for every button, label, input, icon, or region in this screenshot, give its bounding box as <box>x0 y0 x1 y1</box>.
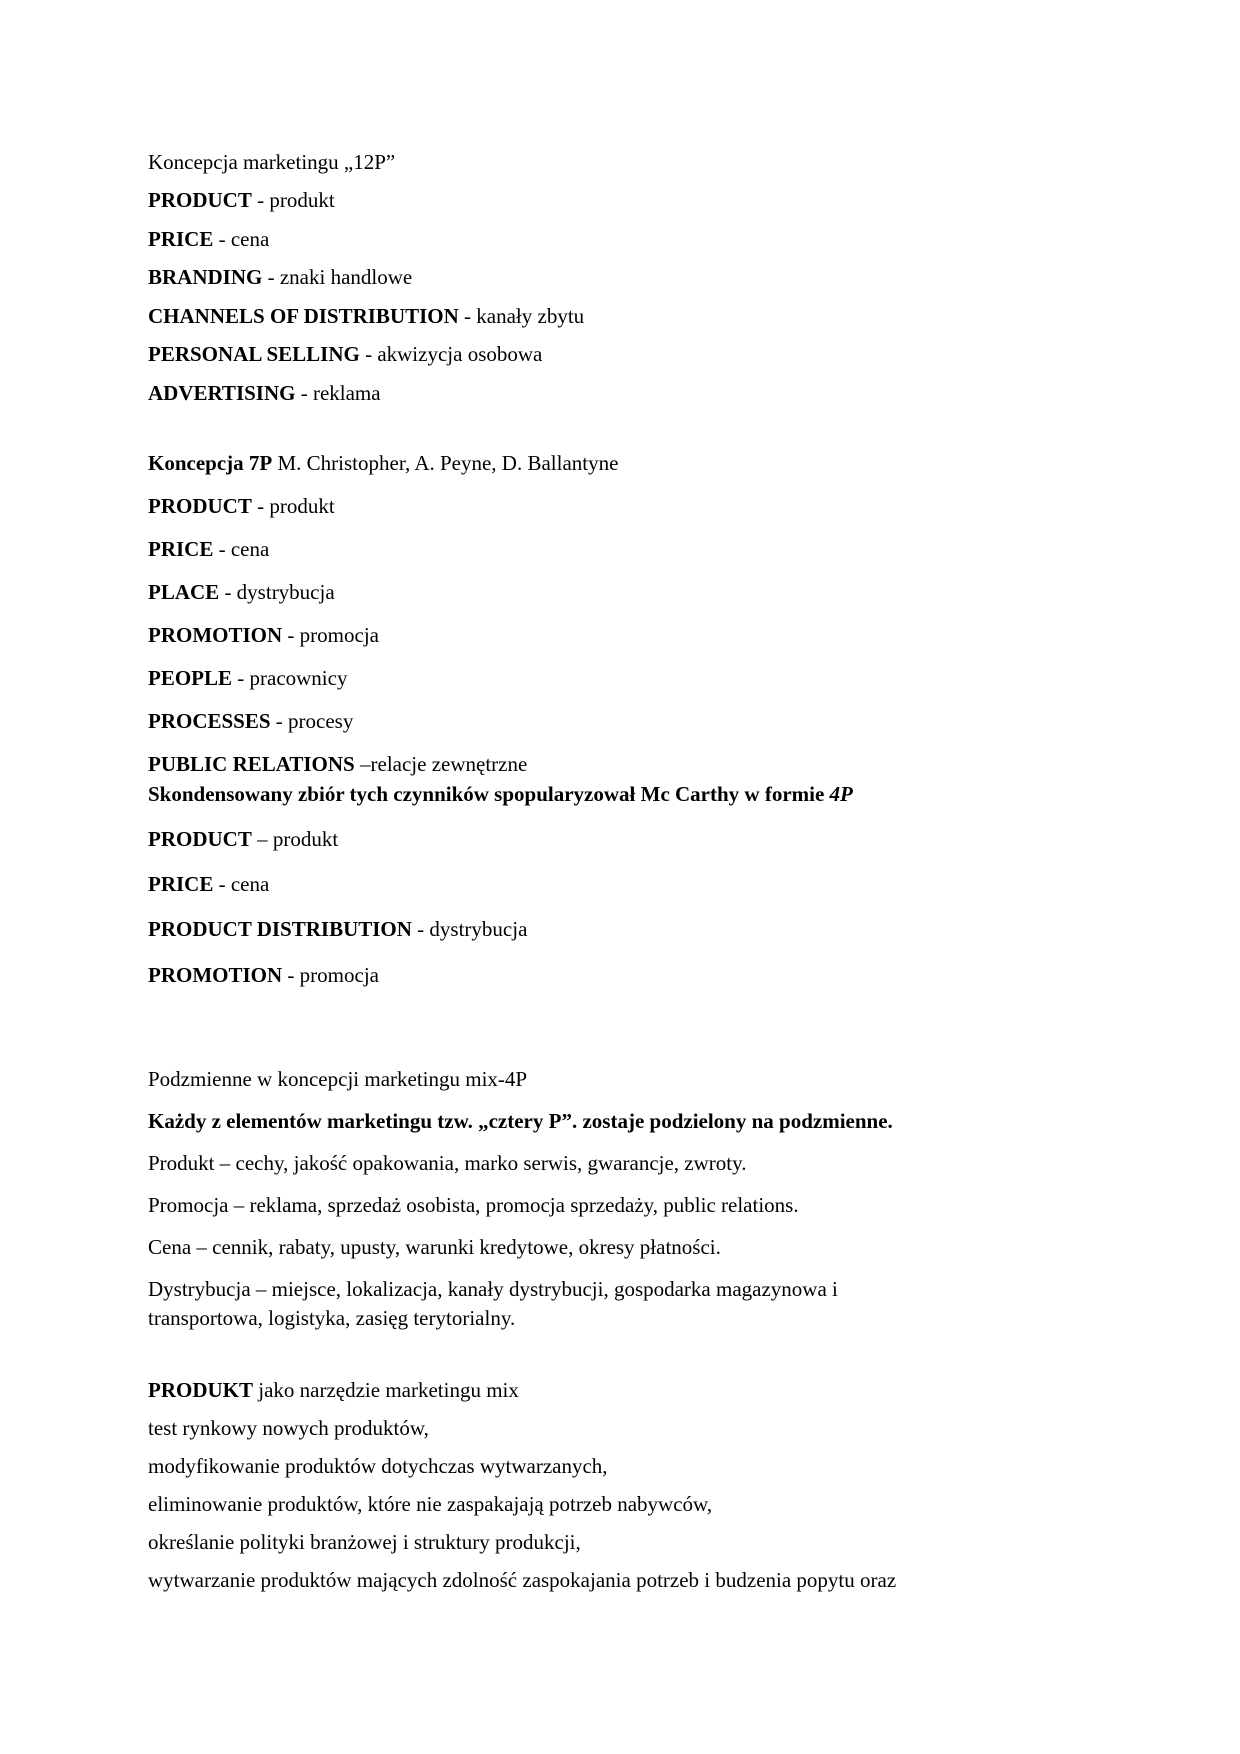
term-description: - produkt <box>251 494 335 518</box>
list-item-text: modyfikowanie produktów dotychczas wytwarzanych, <box>148 1454 608 1478</box>
heading-produkt-bold: PRODUKT <box>148 1378 253 1402</box>
heading-7p-bold: Koncepcja 7P <box>148 451 273 475</box>
list-item <box>148 1490 712 1518</box>
term-description: - cena <box>213 537 270 561</box>
term: PRICE <box>148 227 214 251</box>
list-item <box>148 621 379 649</box>
heading-7p-authors: M. Christopher, A. Peyne, D. Ballantyne <box>272 451 619 475</box>
term-description: –relacje zewnętrzne <box>354 752 528 776</box>
list-item <box>148 186 335 214</box>
term-description: - pracownicy <box>232 666 348 690</box>
list-item <box>148 1528 581 1556</box>
bold-paragraph-text: Każdy z elementów marketingu tzw. „cztery P”. zostaje podzielony na podzmienne. <box>148 1109 893 1133</box>
term: PERSONAL SELLING <box>148 342 360 366</box>
heading-12p <box>148 148 395 176</box>
list-item-text: wytwarzanie produktów mających zdolność zaspokajania potrzeb i budzenia popytu oraz <box>148 1568 897 1592</box>
term: BRANDING <box>148 265 263 289</box>
term-description: - akwizycja osobowa <box>359 342 543 366</box>
bold-paragraph <box>148 1107 893 1135</box>
list-item <box>148 263 412 291</box>
list-item <box>148 578 335 606</box>
term-description: - promocja <box>282 623 379 647</box>
paragraph-text: Promocja – reklama, sprzedaż osobista, promocja sprzedaży, public relations. <box>148 1193 799 1217</box>
heading-7p <box>148 449 618 477</box>
term-description: - reklama <box>295 381 381 405</box>
term: PRICE <box>148 872 214 896</box>
list-item <box>148 825 338 853</box>
list-item <box>148 664 347 692</box>
term-description: - kanały zbytu <box>458 304 585 328</box>
term: PRODUCT <box>148 494 252 518</box>
term: PEOPLE <box>148 666 233 690</box>
term-description: - dystrybucja <box>411 917 528 941</box>
term: PLACE <box>148 580 220 604</box>
heading-4p-bold: Skondensowany zbiór tych czynników spopularyzował Mc Carthy w formie <box>148 782 830 806</box>
heading-podzmienne <box>148 1065 527 1093</box>
paragraph-text: Produkt – cechy, jakość opakowania, marko serwis, gwarancje, zwroty. <box>148 1151 747 1175</box>
term: PROMOTION <box>148 623 283 647</box>
list-item <box>148 707 353 735</box>
term-description: – produkt <box>251 827 339 851</box>
term-description: - produkt <box>251 188 335 212</box>
list-item <box>148 225 269 253</box>
list-item <box>148 302 584 330</box>
heading-podzmienne-text: Podzmienne w koncepcji marketingu mix-4P <box>148 1067 528 1091</box>
term: PUBLIC RELATIONS <box>148 752 355 776</box>
list-item <box>148 1452 608 1480</box>
list-item <box>148 1566 896 1594</box>
term-description: - cena <box>213 872 270 896</box>
paragraph-line <box>148 1233 721 1261</box>
term-description: - cena <box>213 227 270 251</box>
paragraph-text: Dystrybucja – miejsce, lokalizacja, kanały dystrybucji, gospodarka magazynowa i <box>148 1277 838 1301</box>
term-description: - procesy <box>270 709 354 733</box>
term-description: - dystrybucja <box>219 580 335 604</box>
term-description: - promocja <box>282 963 379 987</box>
list-item <box>148 870 269 898</box>
list-item <box>148 340 542 368</box>
list-item <box>148 379 381 407</box>
list-item <box>148 535 269 563</box>
heading-4p-italic: 4P <box>829 782 853 806</box>
list-item-text: test rynkowy nowych produktów, <box>148 1416 429 1440</box>
list-item <box>148 492 335 520</box>
heading-produkt <box>148 1376 519 1404</box>
paragraph-line <box>148 1149 747 1177</box>
list-item-text: eliminowanie produktów, które nie zaspakajają potrzeb nabywców, <box>148 1492 713 1516</box>
heading-12p-text: Koncepcja marketingu „12P” <box>148 150 396 174</box>
paragraph-text: Cena – cennik, rabaty, upusty, warunki kredytowe, okresy płatności. <box>148 1235 721 1259</box>
paragraph-line <box>148 1304 515 1332</box>
list-item-text: określanie polityki branżowej i struktury produkcji, <box>148 1530 581 1554</box>
term: CHANNELS OF DISTRIBUTION <box>148 304 459 328</box>
heading-4p <box>148 780 853 808</box>
term: PROMOTION <box>148 963 283 987</box>
term-description: - znaki handlowe <box>262 265 413 289</box>
term: ADVERTISING <box>148 381 296 405</box>
paragraph-line <box>148 1275 838 1303</box>
paragraph-line <box>148 1191 799 1219</box>
list-item <box>148 961 379 989</box>
term: PRODUCT <box>148 188 252 212</box>
paragraph-text: transportowa, logistyka, zasięg terytorialny. <box>148 1306 516 1330</box>
list-item <box>148 750 527 778</box>
term: PRICE <box>148 537 214 561</box>
term: PRODUCT DISTRIBUTION <box>148 917 412 941</box>
term: PROCESSES <box>148 709 271 733</box>
term: PRODUCT <box>148 827 252 851</box>
heading-produkt-rest: jako narzędzie marketingu mix <box>253 1378 519 1402</box>
list-item <box>148 915 527 943</box>
list-item <box>148 1414 429 1442</box>
